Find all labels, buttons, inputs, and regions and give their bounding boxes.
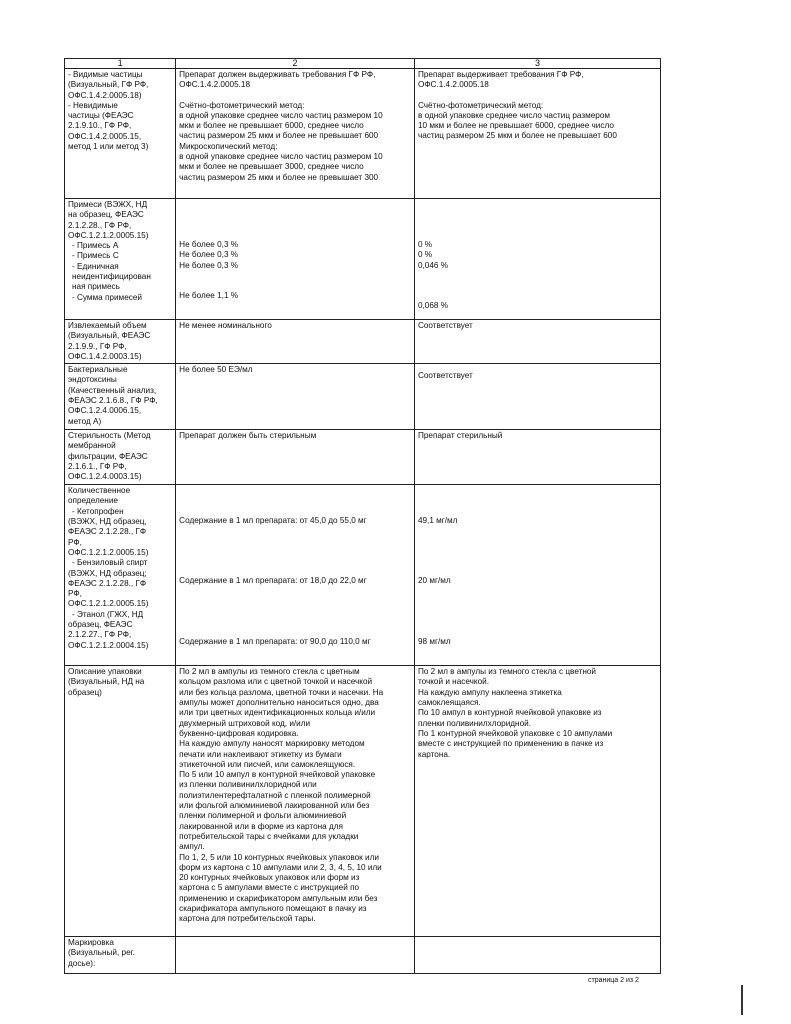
- cell-text: 0 %: [417, 240, 433, 249]
- cell-text: кольцом разлома или с цветной точкой и насечкой: [179, 677, 373, 687]
- cell-text: ампулы может дополнительно наноситься одно, два: [179, 698, 379, 708]
- cell-text: По 1 контурной ячейковой упаковке с 10 ампулами: [417, 728, 613, 738]
- cell-text: (Визуальный, ФЕАЭС: [68, 331, 151, 341]
- cell-text: 2.1.2.27., ГФ РФ,: [68, 630, 132, 640]
- cell-text: - Этанол (ГЖХ, НД: [72, 609, 144, 619]
- cell-text: 2.1.9.9., ГФ РФ,: [68, 341, 127, 351]
- cell-text: ФЕАЭС 2.1.6.8., ГФ РФ,: [68, 396, 158, 406]
- requirement-cell: [176, 199, 415, 320]
- cell-text: картона для потребительской тары.: [179, 914, 316, 924]
- cell-text: РФ,: [68, 589, 82, 599]
- cell-text: (ВЭЖХ, НД образец;: [68, 568, 147, 578]
- cell-text: скарификатора ампульного помещают в пачку из: [179, 904, 367, 914]
- cell-text: Микроскопический метод:: [179, 141, 278, 151]
- column-number-3: 3: [414, 59, 660, 69]
- table-row-sterility: [65, 430, 661, 485]
- page-number: страница 2 из 2: [588, 977, 639, 984]
- cell-text: Счётно-фотометрический метод:: [179, 100, 305, 110]
- cell-text: 2.1.9.10., ГФ РФ,: [68, 121, 132, 131]
- cell-text: фильтрации, ФЕАЭС: [68, 451, 148, 461]
- cell-text: 10 мкм и более не превышает 6000, среднее число: [417, 121, 614, 131]
- cell-text: ОФС.1.2.1.2.0005.15): [68, 547, 149, 557]
- cell-text: 49,1 мг/мл: [417, 516, 458, 526]
- cell-text: ОФС.1.4.2.0003.15): [68, 351, 142, 361]
- cell-text: Содержание в 1 мл препарата: от 90,0 до 110,0 мг: [179, 636, 371, 646]
- cell-text: полиэтилентерефталатной с пленкой полимерной: [179, 790, 371, 800]
- table-row-labeling: [65, 937, 661, 974]
- requirement-cell: [176, 364, 415, 430]
- cell-text: Содержание в 1 мл препарата: от 45,0 до 55,0 мг: [179, 516, 367, 526]
- table-row-particles: [65, 69, 661, 199]
- table-row-assay: [65, 485, 661, 666]
- cell-text: картона.: [417, 749, 451, 759]
- cell-text: буквенно-цифровая кодировка.: [179, 728, 299, 738]
- parameter-cell: [65, 364, 176, 430]
- result-cell: [414, 937, 660, 974]
- cell-text: По 1, 2, 5 или 10 контурных ячейковых упаковок или: [179, 852, 379, 862]
- cell-text: пленки полимерной и фольги алюминиевой: [179, 811, 347, 821]
- cell-text: ампул.: [179, 842, 205, 852]
- cell-text: (Визуальный, ГФ РФ,: [68, 80, 149, 90]
- cell-text: образец): [68, 687, 102, 697]
- table-row-packaging: [65, 666, 661, 937]
- cell-text: частиц размером 25 мкм и более не превышает 600: [179, 131, 379, 141]
- cell-text: определение: [68, 496, 118, 506]
- cell-text: Извлекаемый объем: [68, 321, 147, 330]
- requirement-cell: [176, 430, 415, 485]
- result-cell: [414, 199, 660, 320]
- result-cell: [414, 485, 660, 666]
- cell-text: Препарат стерильный: [417, 431, 503, 441]
- parameter-cell: [65, 320, 176, 364]
- cell-text: ФЕАЭС 2.1.2.28., ГФ: [68, 527, 147, 537]
- requirement-cell: [176, 666, 415, 937]
- cell-text: самоклеящаяся.: [417, 698, 481, 708]
- result-cell: [414, 69, 660, 199]
- cell-text: Соответствует: [417, 371, 473, 381]
- cell-text: На каждую ампулу наносят маркировку методом: [179, 739, 365, 749]
- cell-text: в одной упаковке среднее число частиц размером 10: [179, 110, 383, 120]
- requirement-cell: [176, 485, 415, 666]
- cell-text: 0,046 %: [417, 260, 448, 270]
- cell-text: досье):: [68, 958, 96, 968]
- cell-text: - Видимые частицы: [68, 70, 143, 79]
- cell-text: ОФС.1.4.2.0005.18: [417, 80, 489, 90]
- cell-text: пленки поливинилхлоридной.: [417, 718, 531, 728]
- cell-text: - Примесь А: [72, 241, 119, 251]
- cell-text: Препарат должен выдерживать требования ГФ РФ,: [179, 70, 376, 79]
- cell-text: Соответствует: [417, 321, 473, 330]
- cell-text: - Единичная: [72, 261, 119, 271]
- parameter-cell: [65, 485, 176, 666]
- table-row-extractable-volume: [65, 320, 661, 364]
- cell-text: Не более 0,3 %: [179, 260, 239, 270]
- cell-text: или фольгой алюминиевой лакированной или без: [179, 801, 370, 811]
- cell-text: Счётно-фотометрический метод:: [417, 100, 544, 110]
- cell-text: применению и скарификатором ампульным или без: [179, 893, 378, 903]
- cell-text: (ВЭЖХ, НД образец,: [68, 517, 147, 527]
- cell-text: ОФС.1.2.4.0003.15): [68, 472, 142, 482]
- cell-text: - Кетопрофен: [72, 506, 124, 516]
- cell-text: Не менее номинального: [179, 321, 272, 330]
- table-row-impurities: [65, 199, 661, 320]
- table-row-endotoxins: [65, 364, 661, 430]
- cell-text: (Качественный анализ,: [68, 385, 157, 395]
- cell-text: ФЕАЭС 2.1.2.28., ГФ: [68, 578, 147, 588]
- cell-text: Не более 50 ЕЭ/мл: [179, 365, 253, 375]
- cell-text: точкой и насечкой.: [417, 677, 489, 687]
- cell-text: этикеточной или писчей, или самоклеящуюся.: [179, 759, 356, 769]
- cell-text: ОФС.1.2.1.2.0005.15): [68, 230, 149, 240]
- cell-text: из пленки поливинилхлоридной или: [179, 780, 317, 790]
- cell-text: Не более 0,3 %: [179, 240, 239, 249]
- cell-text: или без кольца разлома, цветной точки и насечки. На: [179, 687, 384, 697]
- cell-text: форм из картона с 10 ампулами или 2, 3, 4, 5, 10 или: [179, 862, 382, 872]
- cell-text: метод А): [68, 416, 102, 426]
- cell-text: ОФС.1.4.2.0005.15,: [68, 131, 142, 141]
- column-number-1: 1: [65, 59, 176, 69]
- parameter-cell: [65, 69, 176, 199]
- parameter-cell: [65, 666, 176, 937]
- cell-text: Маркировка: [68, 938, 114, 948]
- cell-text: печати или наклеивают этикетку из бумаги: [179, 749, 342, 759]
- cell-text: Препарат выдерживает требования ГФ РФ,: [417, 70, 584, 79]
- cell-text: Содержание в 1 мл препарата: от 18,0 до 22,0 мг: [179, 576, 367, 586]
- cell-text: двухмерный штриховой код, и/или: [179, 718, 311, 728]
- specification-table: [64, 58, 661, 974]
- cell-text: По 2 мл в ампулы из темного стекла с цветным: [179, 667, 360, 677]
- cell-text: ОФС.1.2.1.2.0005.15): [68, 599, 149, 609]
- cell-text: мембранной: [68, 441, 116, 451]
- parameter-cell: [65, 430, 176, 485]
- cell-text: образец, ФЕАЭС: [68, 620, 133, 630]
- cell-text: ОФС.1.4.2.0005.18): [68, 90, 142, 100]
- cell-text: - Примесь С: [72, 251, 119, 261]
- cell-text: мкм и более не превышает 6000, среднее число: [179, 121, 364, 131]
- parameter-cell: [65, 937, 176, 974]
- result-cell: [414, 320, 660, 364]
- cell-text: в одной упаковке среднее число частиц размером: [417, 110, 611, 120]
- parameter-cell: [65, 199, 176, 320]
- cell-text: частицы (ФЕАЭС: [68, 111, 134, 121]
- cell-text: - Сумма примесей: [72, 292, 142, 302]
- cell-text: 2.1.2.28., ГФ РФ,: [68, 220, 132, 230]
- requirement-cell: [176, 320, 415, 364]
- cell-text: - Бензиловый спирт: [72, 558, 148, 568]
- table-header-row: [65, 59, 661, 69]
- cell-text: 20 контурных ячейковых упаковок или форм из: [179, 873, 360, 883]
- cell-text: Примеси (ВЭЖХ, НД: [68, 200, 148, 209]
- cell-text: 0 %: [417, 250, 433, 260]
- cell-text: ная примесь: [72, 282, 120, 292]
- cell-text: Стерильность (Метод: [68, 431, 151, 441]
- cell-text: По 10 ампул в контурной ячейковой упаковке из: [417, 708, 602, 718]
- cell-text: частиц размером 25 мкм и более не превышает 300: [179, 172, 379, 182]
- cell-text: метод 1 или метод 3): [68, 142, 149, 152]
- cell-text: По 2 мл в ампулы из темного стекла с цветной: [417, 667, 596, 677]
- cell-text: Количественное: [68, 486, 131, 496]
- requirement-cell: [176, 937, 415, 974]
- result-cell: [414, 364, 660, 430]
- cell-text: На каждую ампулу наклеена этикетка: [417, 687, 562, 697]
- cell-text: картона с 5 ампулами вместе с инструкцией по: [179, 883, 360, 893]
- result-cell: [414, 430, 660, 485]
- cell-text: РФ,: [68, 537, 82, 547]
- scan-mark: [741, 985, 743, 1015]
- cell-text: Бактериальные: [68, 365, 128, 375]
- cell-text: (Визуальный, рег.: [68, 948, 135, 958]
- cell-text: Не более 0,3 %: [179, 250, 239, 260]
- cell-text: 2.1.6.1., ГФ РФ,: [68, 462, 127, 472]
- cell-text: ОФС.1.4.2.0005.18: [179, 80, 251, 90]
- requirement-cell: [176, 69, 415, 199]
- cell-text: ОФС.1.2.1.2.0004.15): [68, 640, 149, 650]
- cell-text: лакированной или в форме из картона для: [179, 821, 343, 831]
- cell-text: мкм и более не превышает 3000, среднее число: [179, 162, 364, 172]
- cell-text: эндотоксины: [68, 375, 117, 385]
- cell-text: Препарат должен быть стерильным: [179, 431, 317, 441]
- cell-text: 98 мг/мл: [417, 636, 451, 646]
- result-cell: [414, 666, 660, 937]
- cell-text: (Визуальный, НД на: [68, 677, 145, 687]
- cell-text: Не более 1,1 %: [179, 290, 239, 300]
- cell-text: частиц размером 25 мкм и более не превышает 600: [417, 131, 617, 141]
- cell-text: 20 мг/мл: [417, 576, 451, 586]
- cell-text: ОФС.1.2.4.0006.15,: [68, 406, 142, 416]
- cell-text: в одной упаковке среднее число частиц размером 10: [179, 152, 383, 162]
- cell-text: на образец, ФЕАЭС: [68, 210, 144, 220]
- cell-text: или три цветных идентификационных кольца и/или: [179, 708, 376, 718]
- cell-text: вместе с инструкцией по применению в пачке из: [417, 739, 604, 749]
- column-number-2: 2: [176, 59, 415, 69]
- cell-text: - Невидимые: [68, 100, 118, 110]
- cell-text: неидентифицирован: [72, 272, 151, 282]
- cell-text: Описание упаковки: [68, 667, 142, 677]
- cell-text: потребительской тары с ячейками для укладки: [179, 831, 359, 841]
- cell-text: По 5 или 10 ампул в контурной ячейковой упаковке: [179, 770, 376, 780]
- cell-text: 0,068 %: [417, 300, 448, 310]
